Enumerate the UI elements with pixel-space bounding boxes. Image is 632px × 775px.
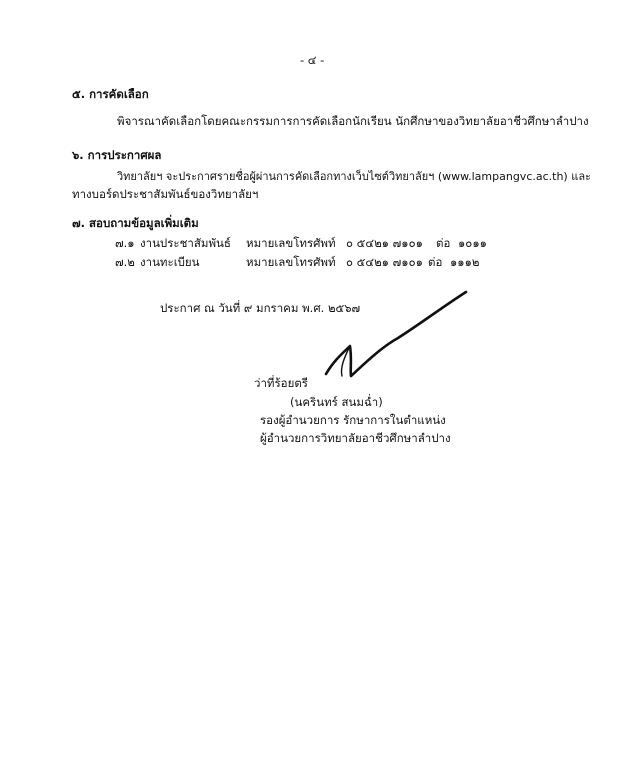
signatory-rank: ว่าที่ร้อยตรี [254, 376, 308, 390]
section-5-heading: ๕. การคัดเลือก [72, 87, 149, 101]
contact-phone: ๐ ๕๔๒๑ ๗๑๐๑ [346, 255, 423, 269]
section-6-line-1: วิทยาลัยฯ จะประกาศรายชื่อผู้ผ่านการคัดเลือกทางเว็บไซต์วิทยาลัยฯ (www.lampangvc.ac.th) และ [117, 170, 591, 183]
contact-unit: งานประชาสัมพันธ์ [140, 236, 231, 250]
contact-unit: งานทะเบียน [140, 255, 200, 269]
signatory-name: (นครินทร์ สนมฉ่ำ) [290, 395, 383, 409]
contact-phone-label: หมายเลขโทรศัพท์ [246, 255, 336, 269]
contact-ext: ๑๐๑๑ [458, 236, 487, 250]
contact-ext: ๑๑๑๒ [450, 255, 480, 269]
signatory-position-1: รองผู้อำนวยการ รักษาการในตำแหน่ง [260, 413, 446, 427]
page-number: - ๔ - [300, 53, 325, 67]
contact-phone-label: หมายเลขโทรศัพท์ [246, 236, 336, 250]
contact-ext-label: ต่อ [428, 255, 443, 269]
section-6-line-2: ทางบอร์ดประชาสัมพันธ์ของวิทยาลัยฯ [72, 187, 259, 201]
contact-ext-label: ต่อ [436, 236, 451, 250]
section-5-body: พิจารณาคัดเลือกโดยคณะกรรมการการคัดเลือกนักเรียน นักศึกษาของวิทยาลัยอาชีวศึกษาลำปาง [117, 114, 589, 128]
announcement-date: ประกาศ ณ วันที่ ๙ มกราคม พ.ศ. ๒๕๖๗ [160, 301, 361, 315]
contact-phone: ๐ ๕๔๒๑ ๗๑๐๑ [346, 236, 423, 250]
signatory-position-2: ผู้อำนวยการวิทยาลัยอาชีวศึกษาลำปาง [260, 431, 451, 445]
contact-number: ๗.๑ [115, 236, 135, 250]
signature-image [320, 290, 470, 390]
section-7-heading: ๗. สอบถามข้อมูลเพิ่มเติม [72, 216, 199, 230]
contact-number: ๗.๒ [115, 255, 135, 269]
section-6-heading: ๖. การประกาศผล [72, 148, 162, 162]
